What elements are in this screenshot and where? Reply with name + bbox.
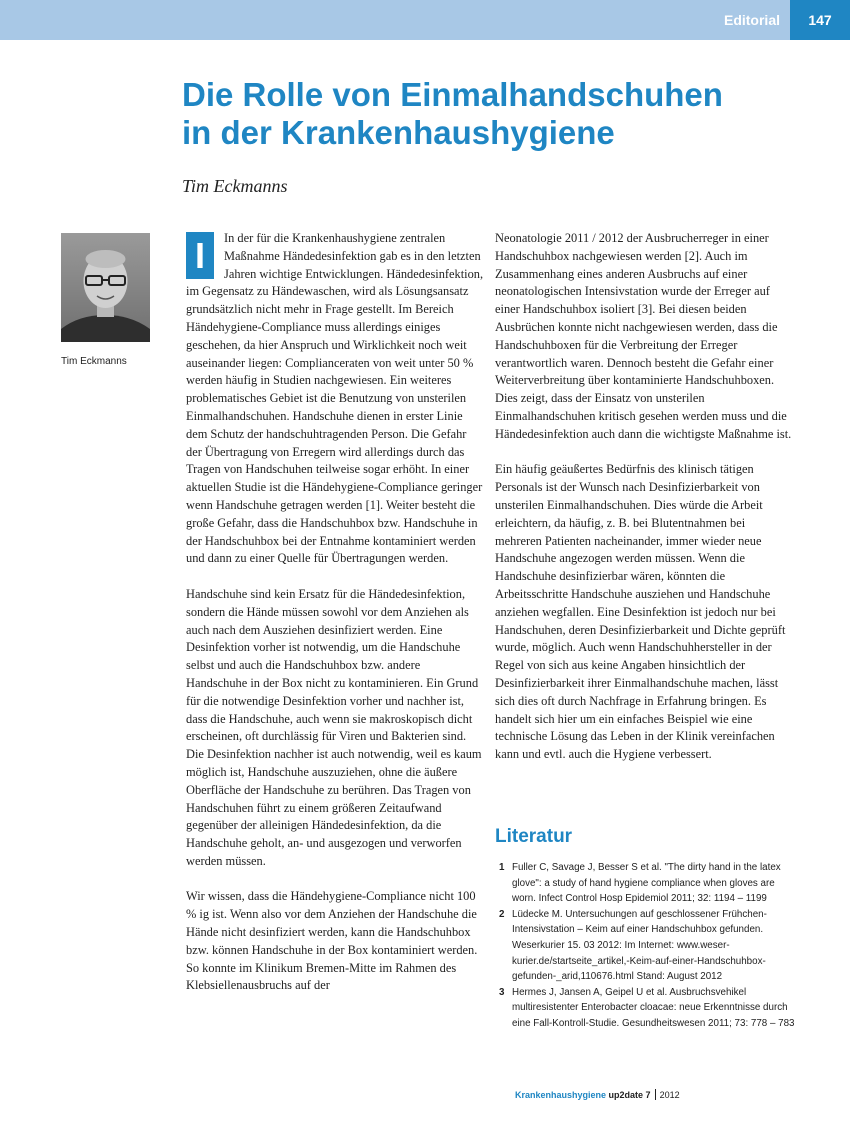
- article-title: [182, 76, 802, 152]
- drop-cap: I: [186, 232, 214, 279]
- paragraph: [186, 230, 484, 568]
- reference-item: [495, 985, 795, 1032]
- title-line-2: in der Krankenhaushygiene: [182, 114, 615, 151]
- portrait-image: [61, 233, 150, 342]
- reference-list: [495, 860, 795, 1032]
- paragraph: Wir wissen, dass die Händehygiene-Compliance nicht 100 % ig ist. Wenn also vor dem Anziehen der Handschuhe die Hände nicht desinfiziert werden, kann die Handschuhbox bzw. können Handschuhe in der Box kontaminiert werden. So konnte im Klinikum Bremen-Mitte im Rahmen des Klebsiellenausbruchs auf der: [186, 889, 478, 993]
- reference-number: 1: [499, 862, 505, 873]
- page-number: 147: [790, 0, 850, 40]
- page-footer: [515, 1089, 680, 1100]
- reference-text: Lüdecke M. Untersuchungen auf geschlossener Frühchen-Intensivstation – Keim auf einer Handschuhbox gefunden. Weserkurier 15. 03 2012: Im Internet: www.weser-kurier.de/startseite_artikel,-Keim-auf-einer-Handschuhbox-gefunden-_arid,110676.html Stand: August 2012: [512, 908, 767, 983]
- title-line-1: Die Rolle von Einmalhandschuhen: [182, 76, 723, 113]
- footer-divider: [655, 1089, 656, 1100]
- author-name: Tim Eckmanns: [182, 176, 288, 196]
- header-bar: [0, 0, 850, 40]
- reference-number: 2: [499, 908, 505, 920]
- paragraph: Ein häufig geäußertes Bedürfnis des klinisch tätigen Personals ist der Wunsch nach Desinfizierbarkeit von unsterilen Einmalhandschuhen. Dies würde die Arbeit erleichtern, da häufig, z. B. bei Blutentnahmen bei mehreren Patienten nacheinander, immer wieder neue Handschuhe angezogen werden müssen. Wenn die Handschuhe desinfizierbar wären, könnten die Arbeitsschritte Handschuhe ausziehen und Handschuhe anziehen wegfallen. Eine Desinfektion ist jedoch nur bei Handschuhen, deren Desinfizierbarkeit und Dichte geprüft wurde, möglich. Auch wenn Handschuhhersteller in der Regel von sich aus keine Angaben hinsichtlich der Desinfizierbarkeit ihrer Einmalhandschuhe machen, lässt sich dies oft durch Nachfrage in Erfahrung bringen. Es handelt sich hier um ein einfaches Beispiel wie eine technische Lösung das Leben in der Klinik vereinfachen kann und evtl. auch die Hygiene verbessert.: [495, 462, 786, 762]
- paragraph: Handschuhe sind kein Ersatz für die Händedesinfektion, sondern die Hände müssen sowohl vor dem Anziehen als auch nach dem Ausziehen desinfiziert werden. Eine Desinfektion vorher ist notwendig, um die Handschuhe selbst und auch die Handschuhbox bzw. andere Handschuhe in der Box nicht zu kontaminieren. Ein Grund für die notwendige Desinfektion vorher und nachher ist, dass die Handschuhe, auch wenn sie makroskopisch dicht erscheinen, oft durchlässig für Viren und Bakterien sind. Die Desinfektion nachher ist auch notwendig, weil es kaum möglich ist, Handschuhe auszuziehen, ohne die äußere Oberfläche der Handschuhe zu berühren. Das Tragen von Handschuhen führt zu einem größeren Zeitaufwand gegenüber der alleinigen Händedesinfektion, da die Handschuhe geholt, an- und ausgezogen und verworfen werden müssen.: [186, 586, 482, 868]
- paragraph-text: In der für die Krankenhaushygiene zentralen Maßnahme Händedesinfektion gab es in den letzten Jahren wichtige Entwicklungen. Händedesinfektion, im Gegensatz zu Händewaschen, wird als Lösungsansatz grundsätzlich nicht mehr in Frage gestellt. Im Bereich Händehygiene-Compliance muss allerdings einiges geschehen, da hier Anspruch und Wirklichkeit noch weit auseinander liegen: Complianceraten von weit unter 50 % werden häufig in Studien nachgewiesen. Ein weiteres problematisches Gebiet ist die Benutzung von unsterilen Einmalhandschuhen. Handschuhe dienen in erster Linie dem Schutz der handschuhtragenden Person. Die Gefahr der Übertragung von Erregern wird allerdings durch das Tragen von Handschuhen teilweise sogar erhöht. In einer aktuellen Studie ist die Händehygiene-Compliance geringer wenn Handschuhe getragen werden [1]. Weiter besteht die große Gefahr, dass die Handschuhbox bzw. Handschuhe in der Handschuhbox bei der Entnahme kontaminiert werden und dann zu einer Quelle für Übertragungen werden.: [186, 231, 484, 566]
- section-label: Editorial: [723, 12, 780, 28]
- reference-number: 3: [499, 986, 505, 998]
- literature-heading: Literatur: [495, 826, 573, 847]
- reference-item: [495, 860, 795, 907]
- footer-issue: up2date 7: [608, 1090, 651, 1100]
- footer-year: 2012: [659, 1090, 680, 1100]
- text-column-1: [186, 230, 484, 1013]
- reference-item: [495, 907, 795, 985]
- reference-text: Fuller C, Savage J, Besser S et al. "The dirty hand in the latex glove": a study of hand hygiene compliance when gloves are worn. Infect Control Hosp Epidemiol 2011; 32: 1194 – 1199: [512, 862, 781, 905]
- reference-text: Hermes J, Jansen A, Geipel U et al. Ausbruchsvehikel multiresistenter Enterobacter cloacae: neue Erkenntnisse durch eine Fall-Kontroll-Studie. Gesundheitswesen 2011; 73: 778 – 783: [512, 986, 795, 1029]
- text-column-2: [495, 230, 793, 782]
- author-photo: [61, 233, 150, 342]
- paragraph: Neonatologie 2011 / 2012 der Ausbrucherreger in einer Handschuhbox nachgewiesen werden [2]. Auch im Zusammenhang eines anderen Ausbruchs auf einer neonatologischen Intensivstation wurde der Erreger auf einer Handschuhbox isoliert [3]. Bei diesen beiden Ausbrüchen konnte nicht nachgewiesen werden, dass die Handschuhboxen für die Verbreitung der Erreger verantwortlich waren. Dennoch besteht die Gefahr einer Weiterverbreitung über kontaminierte Handschuhboxen. Dies zeigt, dass der Einsatz von unsterilen Einmalhandschuhen kritisch gesehen werden muss und die Händedesinfektion auch dann die wichtigste Maßnahme ist.: [495, 231, 792, 441]
- footer-journal: Krankenhaushygiene: [515, 1090, 607, 1100]
- photo-caption: Tim Eckmanns: [61, 356, 127, 367]
